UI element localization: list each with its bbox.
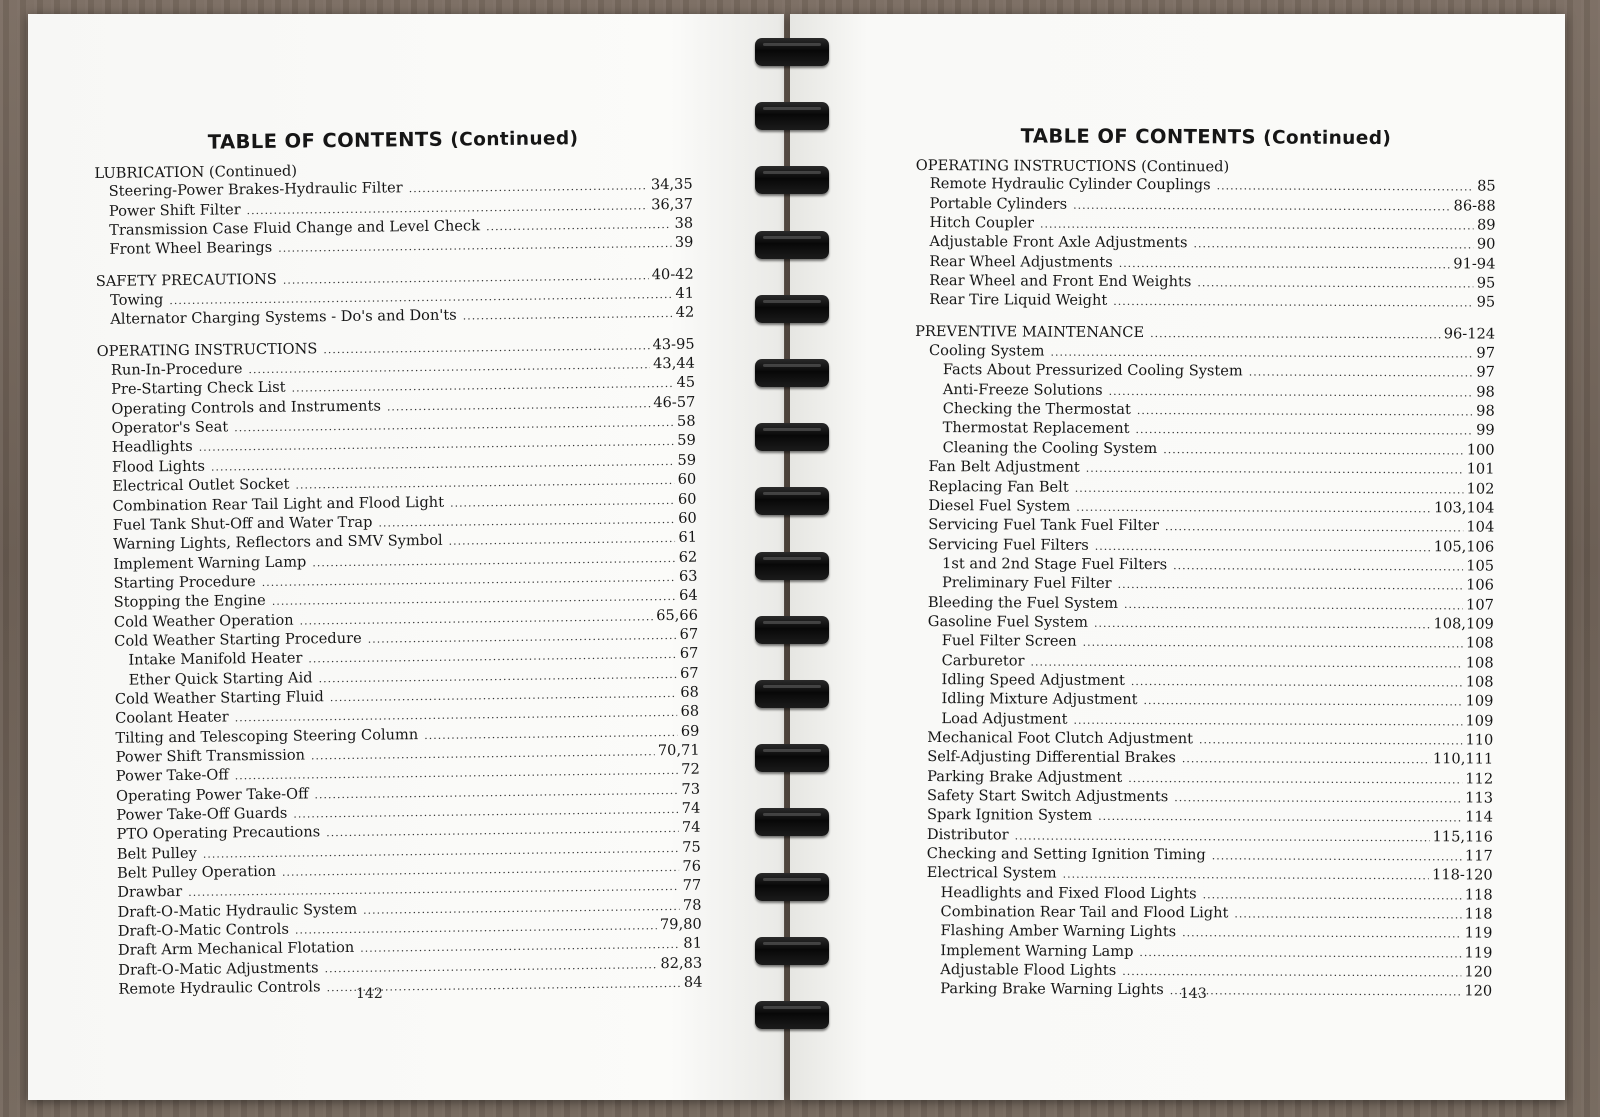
- dot-leader: [449, 530, 676, 551]
- toc-entry-label: Towing: [109, 291, 164, 309]
- page-title: TABLE OF CONTENTS (Continued): [207, 127, 579, 154]
- dot-leader: [1109, 383, 1474, 403]
- binding-coil: [755, 680, 829, 708]
- toc-entry-label: Operator's Seat: [111, 418, 229, 437]
- binding-coil: [755, 552, 829, 580]
- toc-entry: [914, 594, 1494, 616]
- toc-entry-label: Replacing Fan Belt: [928, 477, 1069, 496]
- toc-entry-label: Power Shift Transmission: [115, 746, 306, 766]
- dot-leader: [1197, 274, 1473, 294]
- toc-entry-label: Pre-Starting Check List: [111, 379, 286, 399]
- toc-entry-page: 99: [1476, 421, 1495, 439]
- toc-entry-label: Draft-O-Matic Controls: [117, 920, 289, 940]
- toc-entry-label: Combination Rear Tail Light and Flood Light: [112, 493, 445, 515]
- toc-entry-label: OPERATING INSTRUCTIONS (Continued): [915, 156, 1230, 176]
- toc-entry-page: 36,37: [651, 195, 694, 213]
- toc-entry-label: Power Take-Off Guards: [116, 804, 288, 824]
- toc-entry-page: 91-94: [1453, 255, 1496, 273]
- binding-coil: [755, 359, 829, 387]
- toc-entry: [914, 536, 1494, 558]
- dot-leader: [486, 216, 672, 237]
- toc-entry-page: 72: [681, 760, 700, 779]
- toc-entry-label: Bleeding the Fuel System: [927, 593, 1119, 612]
- toc-entry: [913, 748, 1493, 770]
- toc-entry: [915, 233, 1495, 255]
- binding-coil: [755, 616, 829, 644]
- toc-entry-page: 60: [677, 490, 697, 508]
- toc-entry-label: Checking and Setting Ignition Timing: [926, 845, 1206, 864]
- dot-leader: [1199, 731, 1462, 750]
- toc-entry-page: 85: [1477, 177, 1496, 195]
- toc-left: [94, 125, 703, 1001]
- toc-entry-label: Draft-O-Matic Adjustments: [118, 959, 319, 979]
- toc-entry-label: Flood Lights: [111, 457, 206, 476]
- toc-entry-label: PTO Operating Precautions: [116, 823, 321, 844]
- toc-entry-page: 97: [1476, 363, 1495, 381]
- toc-entry-label: Carburetor: [941, 651, 1025, 670]
- toc-entry: [914, 497, 1494, 519]
- toc-entry-label: Rear Tire Liquid Weight: [929, 291, 1108, 310]
- toc-entry-page: 65,66: [656, 606, 699, 624]
- toc-entry: [914, 458, 1494, 480]
- toc-entry: [916, 195, 1496, 217]
- binding-coil: [755, 231, 829, 259]
- toc-entry-page: 43-95: [652, 335, 695, 353]
- dot-leader: [1073, 196, 1451, 216]
- toc-entry-label: SAFETY PRECAUTIONS: [95, 270, 277, 290]
- toc-entry-label: Checking the Thermostat: [942, 400, 1131, 419]
- binding-coil: [755, 808, 829, 836]
- dot-leader: [1050, 344, 1473, 364]
- toc-entry: [915, 272, 1495, 294]
- dot-leader: [1083, 634, 1463, 654]
- toc-entry-page: 42: [675, 304, 695, 322]
- toc-entry: [912, 942, 1492, 964]
- toc-entry-label: Rear Wheel and Front End Weights: [929, 272, 1192, 291]
- toc-entry: [912, 961, 1492, 983]
- left-page: [28, 14, 784, 1100]
- dot-leader: [1173, 557, 1463, 577]
- toc-entry-label: Draft-O-Matic Hydraulic System: [117, 900, 358, 921]
- dot-leader: [1131, 673, 1463, 693]
- toc-entry-label: Thermostat Replacement: [942, 419, 1130, 438]
- toc-entry-page: 110: [1465, 731, 1494, 749]
- toc-entry: [914, 613, 1494, 635]
- toc-entry-page: 108: [1465, 634, 1494, 652]
- toc-entry-page: 40-42: [651, 265, 694, 283]
- toc-entry-label: Cold Weather Starting Procedure: [114, 629, 362, 650]
- toc-entry-page: 106: [1466, 576, 1495, 594]
- toc-entry-page: 117: [1464, 847, 1493, 865]
- toc-entry-label: Ether Quick Starting Aid: [128, 668, 313, 689]
- toc-entry-label: Diesel Fuel System: [928, 496, 1071, 515]
- dot-leader: [1212, 847, 1462, 866]
- toc-entry-page: 115,116: [1432, 827, 1493, 846]
- toc-entry-page: 119: [1464, 924, 1493, 942]
- binding-coil: [755, 295, 829, 323]
- toc-entry: [913, 903, 1493, 925]
- toc-entry-page: 62: [678, 548, 698, 566]
- toc-entry-label: Headlights and Fixed Flood Lights: [940, 883, 1197, 902]
- toc-entry-page: 64: [679, 586, 698, 605]
- toc-entry-label: Fuel Tank Shut-Off and Water Trap: [112, 513, 373, 534]
- toc-entry-page: 120: [1464, 963, 1493, 981]
- toc-entry-label: PREVENTIVE MAINTENANCE: [915, 322, 1145, 341]
- toc-entry: [913, 710, 1493, 732]
- toc-entry-page: 108,109: [1433, 615, 1494, 633]
- toc-entry: [912, 922, 1492, 944]
- toc-entry-page: 38: [674, 214, 694, 232]
- toc-entry-page: 82,83: [660, 954, 703, 972]
- toc-entry: [914, 555, 1494, 577]
- toc-entry-label: Distributor: [926, 825, 1009, 844]
- toc-entry-page: 86-88: [1453, 197, 1496, 215]
- toc-entry: [914, 652, 1494, 674]
- toc-entry-label: Fuel Filter Screen: [941, 632, 1077, 650]
- toc-entry: [915, 419, 1495, 441]
- dot-leader: [1165, 518, 1463, 538]
- toc-entry-page: 63: [678, 567, 698, 585]
- toc-entry-label: Coolant Heater: [115, 708, 229, 728]
- page-number: 142: [356, 986, 383, 1002]
- dot-leader: [1073, 711, 1462, 731]
- dot-leader: [1163, 441, 1464, 461]
- binding-coil: [755, 937, 829, 965]
- toc-entry-page: 68: [680, 683, 699, 701]
- toc-entry-label: Preliminary Fuel Filter: [941, 574, 1112, 593]
- toc-entry-page: 60: [678, 509, 697, 527]
- toc-entry-page: 104: [1466, 518, 1495, 536]
- dot-leader: [368, 627, 677, 649]
- toc-entry: [915, 361, 1495, 383]
- toc-entry-label: Front Wheel Bearings: [109, 239, 273, 259]
- toc-entry-label: Power Shift Filter: [108, 200, 241, 220]
- toc-entry-label: Cold Weather Starting Fluid: [114, 688, 324, 708]
- binding-coil: [755, 873, 829, 901]
- toc-entry: [914, 671, 1494, 693]
- toc-entry-page: 103,104: [1433, 499, 1495, 517]
- toc-entry-page: 107: [1466, 595, 1494, 614]
- dot-leader: [1139, 944, 1461, 964]
- toc-entry-page: 118: [1464, 905, 1493, 923]
- toc-entry-label: Warning Lights, Reflectors and SMV Symbol: [112, 531, 443, 553]
- toc-entry-label: Parking Brake Warning Lights: [940, 980, 1164, 999]
- toc-entry-label: Remote Hydraulic Controls: [118, 978, 321, 998]
- toc-entry: [914, 632, 1494, 654]
- binding-coil: [755, 1001, 829, 1029]
- toc-entry-page: 95: [1476, 274, 1496, 292]
- toc-entry: [916, 175, 1496, 197]
- toc-entry-label: Combination Rear Tail and Flood Light: [940, 903, 1229, 922]
- binding-coil: [755, 487, 829, 515]
- toc-entry-page: 113: [1465, 789, 1494, 807]
- toc-entry-page: 108: [1465, 653, 1494, 672]
- dot-leader: [424, 724, 678, 745]
- toc-entry-label: Hitch Coupler: [929, 214, 1035, 232]
- toc-entry-page: 61: [678, 528, 698, 547]
- toc-entry-label: Remote Hydraulic Cylinder Couplings: [929, 175, 1211, 194]
- toc-entry-page: 118-120: [1432, 866, 1493, 884]
- toc-entry-label: Servicing Fuel Tank Fuel Filter: [928, 516, 1160, 535]
- toc-entry: [915, 400, 1495, 422]
- binding-coil: [755, 423, 829, 451]
- toc-entry-page: 109: [1465, 692, 1494, 710]
- toc-entry: [915, 253, 1495, 275]
- toc-entry-label: Safety Start Switch Adjustments: [927, 787, 1169, 806]
- dot-leader: [409, 178, 648, 199]
- dot-leader: [1174, 789, 1462, 809]
- toc-entry-label: Starting Procedure: [113, 572, 256, 592]
- toc-entry-label: Anti-Freeze Solutions: [942, 380, 1103, 399]
- dot-leader: [1095, 537, 1431, 557]
- toc-entry-label: LUBRICATION (Continued): [94, 162, 298, 182]
- toc-entry: [913, 826, 1493, 848]
- dot-leader: [1182, 925, 1461, 945]
- toc-entry-label: Fan Belt Adjustment: [928, 458, 1080, 476]
- toc-entry-page: 59: [677, 432, 696, 450]
- toc-entry-label: Load Adjustment: [941, 709, 1068, 728]
- toc-entry-label: Electrical Outlet Socket: [112, 475, 290, 495]
- toc-entry-label: Transmission Case Fluid Change and Level Check: [109, 217, 481, 239]
- toc-entry-label: Cleaning the Cooling System: [942, 438, 1158, 457]
- toc-entry-label: Belt Pulley: [116, 844, 197, 863]
- toc-entry: [913, 690, 1493, 712]
- toc-entry-label: Drawbar: [117, 883, 183, 902]
- dot-leader: [1113, 293, 1473, 313]
- toc-entry-page: 41: [675, 284, 695, 302]
- dot-leader: [1075, 479, 1464, 499]
- toc-entry-label: Facts About Pressurized Cooling System: [942, 361, 1243, 380]
- toc-entry-page: 70,71: [657, 741, 700, 760]
- toc-entry: [913, 729, 1493, 751]
- toc-entry-page: 76: [682, 857, 702, 875]
- toc-entry-label: Intake Manifold Heater: [128, 649, 303, 669]
- toc-entry-page: 43,44: [652, 354, 695, 373]
- toc-entry: [913, 806, 1493, 828]
- dot-leader: [387, 395, 651, 417]
- toc-entry-label: Portable Cylinders: [929, 194, 1068, 213]
- toc-entry-page: 79,80: [659, 915, 702, 934]
- toc-entry-page: 45: [676, 374, 696, 392]
- toc-entry: [915, 323, 1495, 345]
- right-page: [790, 14, 1565, 1100]
- binding-coil: [755, 102, 829, 130]
- toc-entry-page: 46-57: [653, 393, 696, 411]
- binding-coil: [755, 38, 829, 66]
- toc-entry-page: 112: [1465, 770, 1494, 788]
- toc-entry-label: 1st and 2nd Stage Fuel Filters: [942, 554, 1168, 573]
- dot-leader: [1137, 402, 1473, 422]
- dot-leader: [360, 936, 680, 958]
- dot-leader: [1193, 236, 1473, 256]
- toc-entry-page: 105: [1466, 557, 1495, 575]
- toc-entry-label: Flashing Amber Warning Lights: [940, 922, 1177, 941]
- toc-entry-label: Idling Speed Adjustment: [941, 671, 1125, 689]
- toc-entry-page: 58: [676, 412, 696, 431]
- toc-entry-page: 39: [674, 234, 694, 252]
- toc-entry-label: Power Take-Off: [115, 766, 229, 786]
- toc-entry-label: OPERATING INSTRUCTIONS: [96, 340, 318, 360]
- toc-entry: [913, 864, 1493, 886]
- toc-entry-page: 97: [1476, 344, 1496, 362]
- dot-leader: [1076, 499, 1431, 519]
- toc-entry-label: Cold Weather Operation: [113, 611, 294, 631]
- toc-entry-page: 90: [1476, 235, 1496, 253]
- toc-entry-page: 67: [679, 625, 699, 643]
- toc-entry: [913, 787, 1493, 809]
- toc-entry-label: Mechanical Foot Clutch Adjustment: [927, 729, 1194, 748]
- binding-coil: [755, 166, 829, 194]
- dot-leader: [1119, 255, 1451, 275]
- dot-leader: [1135, 421, 1473, 441]
- toc-entry-label: Idling Mixture Adjustment: [941, 690, 1138, 709]
- dot-leader: [378, 511, 675, 533]
- toc-entry-label: Spark Ignition System: [926, 806, 1093, 825]
- toc-entry-label: Headlights: [111, 438, 193, 457]
- dot-leader: [1170, 983, 1462, 1003]
- toc-entry-page: 118: [1464, 886, 1493, 904]
- toc-entry-page: 98: [1476, 402, 1495, 420]
- toc-entry-label: Operating Controls and Instruments: [111, 397, 381, 418]
- toc-entry-label: Draft Arm Mechanical Flotation: [117, 939, 355, 960]
- toc-entry-label: Servicing Fuel Filters: [928, 535, 1089, 554]
- toc-entry: [913, 845, 1493, 867]
- toc-entry-page: 77: [682, 877, 702, 895]
- toc-entry-label: Adjustable Flood Lights: [940, 961, 1117, 979]
- toc-entry-label: Stopping the Engine: [113, 592, 266, 612]
- toc-entry-page: 73: [681, 780, 701, 798]
- toc-entry-page: 74: [681, 799, 701, 817]
- dot-leader: [1150, 325, 1441, 345]
- toc-entry: [915, 342, 1495, 364]
- toc-entry-page: 74: [681, 818, 701, 837]
- toc-entry-page: 108: [1465, 673, 1494, 691]
- toc-entry-page: 89: [1476, 216, 1496, 234]
- toc-entry-page: 95: [1476, 293, 1496, 311]
- toc-entry-page: 110,111: [1432, 750, 1494, 768]
- dot-leader: [1124, 595, 1463, 615]
- binding-coil: [755, 744, 829, 772]
- toc-entry-page: 59: [677, 451, 697, 469]
- toc-entry-page: 120: [1464, 982, 1493, 1000]
- dot-leader: [1063, 866, 1430, 886]
- toc-entry-page: 100: [1466, 441, 1495, 459]
- dot-leader: [1234, 905, 1461, 924]
- dot-leader: [1086, 460, 1464, 480]
- toc-entry: [913, 768, 1493, 790]
- toc-entry-page: 84: [683, 973, 703, 991]
- toc-entry-page: 96-124: [1443, 325, 1496, 343]
- toc-entry: [914, 574, 1494, 596]
- toc-entry-page: 114: [1465, 808, 1494, 826]
- toc-entry-page: 68: [680, 702, 700, 721]
- toc-entry-label: Implement Warning Lamp: [113, 552, 307, 573]
- toc-entry: [913, 884, 1493, 906]
- toc-entry-label: Cooling System: [928, 342, 1045, 360]
- toc-entry-label: Electrical System: [926, 864, 1057, 882]
- toc-entry-page: 60: [677, 470, 697, 489]
- toc-entry-label: Operating Power Take-Off: [116, 785, 309, 805]
- dot-leader: [1098, 808, 1462, 828]
- toc-entry-page: 78: [682, 896, 702, 914]
- toc-entry: [914, 477, 1494, 499]
- toc-entry: [916, 214, 1496, 236]
- dot-leader: [1030, 653, 1462, 673]
- toc-entry-label: Implement Warning Lamp: [940, 941, 1134, 960]
- toc-entry: [915, 381, 1495, 403]
- toc-entry-label: Parking Brake Adjustment: [927, 767, 1123, 786]
- toc-entry-label: Steering-Power Brakes-Hydraulic Filter: [108, 179, 403, 201]
- dot-leader: [1128, 770, 1462, 790]
- toc-entry-page: 67: [679, 644, 699, 663]
- toc-entry-page: 34,35: [650, 176, 693, 194]
- dot-leader: [450, 491, 675, 512]
- toc-entry-page: 98: [1476, 383, 1495, 401]
- dot-leader: [1094, 615, 1431, 635]
- dot-leader: [1249, 364, 1474, 383]
- toc-entry-label: Run-In-Procedure: [110, 360, 243, 379]
- page-number: 143: [1180, 986, 1207, 1002]
- dot-leader: [463, 305, 673, 326]
- toc-entry-label: Rear Wheel Adjustments: [929, 252, 1113, 271]
- dot-leader: [1015, 827, 1430, 847]
- dot-leader: [1040, 216, 1474, 236]
- dot-leader: [1144, 692, 1463, 712]
- toc-entry-label: Belt Pulley Operation: [116, 862, 277, 882]
- toc-entry: [914, 516, 1494, 538]
- dot-leader: [1118, 576, 1464, 596]
- toc-entry-page: 81: [683, 935, 703, 953]
- dot-leader: [278, 235, 672, 258]
- toc-entry: [915, 439, 1495, 461]
- toc-entry-label: Gasoline Fuel System: [927, 612, 1089, 631]
- toc-entry-page: 101: [1466, 460, 1495, 478]
- toc-entry-page: 69: [680, 722, 700, 740]
- page-title: TABLE OF CONTENTS (Continued): [1020, 124, 1392, 150]
- toc-right: [912, 124, 1496, 1002]
- toc-entry-page: 102: [1466, 479, 1495, 498]
- dot-leader: [1182, 750, 1430, 769]
- toc-entry-label: Self-Adjusting Differential Brakes: [927, 748, 1176, 767]
- toc-entry-page: 105,106: [1433, 537, 1495, 556]
- dot-leader: [363, 898, 680, 920]
- toc-entry-label: Adjustable Front Axle Adjustments: [929, 233, 1188, 252]
- dot-leader: [1217, 178, 1475, 197]
- toc-entry-page: 109: [1465, 712, 1494, 730]
- toc-entry-page: 119: [1464, 944, 1493, 962]
- toc-entry: [915, 291, 1495, 313]
- dot-leader: [1203, 886, 1462, 905]
- toc-entry-page: 75: [682, 838, 701, 856]
- toc-entry-page: 67: [679, 664, 699, 682]
- dot-leader: [1122, 963, 1461, 983]
- toc-entry-label: Tilting and Telescoping Steering Column: [115, 725, 419, 747]
- toc-entry-label: Alternator Charging Systems - Do's and Don'ts: [110, 306, 457, 329]
